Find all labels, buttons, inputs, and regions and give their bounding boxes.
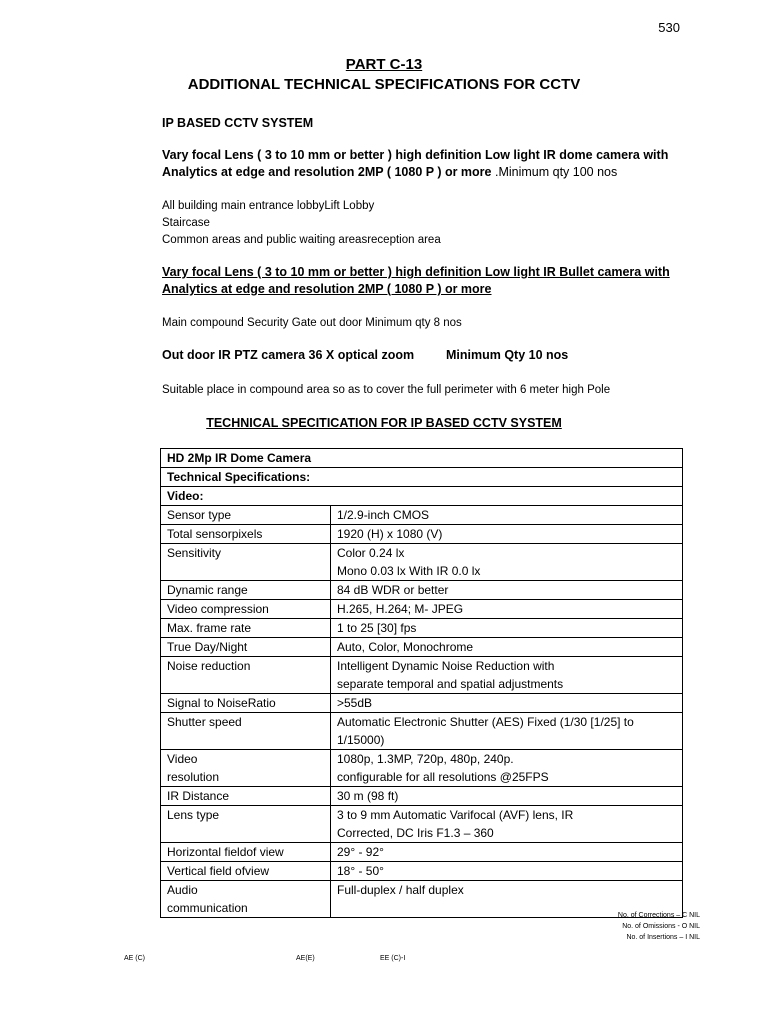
signature-ee-c: EE (C)-I bbox=[380, 955, 406, 962]
signature-ae-e: AE(E) bbox=[296, 955, 315, 962]
spec-value: H.265, H.264; M- JPEG bbox=[331, 600, 683, 619]
table-row bbox=[161, 619, 683, 638]
spec-parameter: IR Distance bbox=[161, 787, 331, 806]
table-row bbox=[161, 657, 683, 694]
spec-parameter: Max. frame rate bbox=[161, 619, 331, 638]
table-row bbox=[161, 525, 683, 544]
signature-ae-c: AE (C) bbox=[124, 955, 145, 962]
table-header: Technical Specifications: bbox=[161, 468, 683, 487]
spec-value: Automatic Electronic Shutter (AES) Fixed (1/30 [1/25] to 1/15000) bbox=[331, 713, 683, 750]
dome-camera-qty: .Minimum qty 100 nos bbox=[491, 165, 618, 179]
spec-parameter: Shutter speed bbox=[161, 713, 331, 750]
spec-value: 18° - 50° bbox=[331, 862, 683, 881]
spec-parameter: True Day/Night bbox=[161, 638, 331, 657]
corrections-note: No. of Corrections – C NIL bbox=[617, 912, 700, 919]
table-title: TECHNICAL SPECITICATION FOR IP BASED CCTV SYSTEM bbox=[206, 416, 562, 430]
dome-camera-line2 bbox=[162, 164, 668, 181]
table-header-row bbox=[161, 487, 683, 506]
insertions-note: No. of Insertions – I NIL bbox=[626, 934, 700, 941]
table-row bbox=[161, 750, 683, 787]
spec-parameter: Signal to NoiseRatio bbox=[161, 694, 331, 713]
spec-value: 30 m (98 ft) bbox=[331, 787, 683, 806]
table-row bbox=[161, 694, 683, 713]
spec-parameter: Video compression bbox=[161, 600, 331, 619]
table-row bbox=[161, 506, 683, 525]
footer-notes bbox=[618, 910, 700, 943]
spec-parameter: Horizontal fieldof view bbox=[161, 843, 331, 862]
spec-value: 1920 (H) x 1080 (V) bbox=[331, 525, 683, 544]
table-header: HD 2Mp IR Dome Camera bbox=[161, 449, 683, 468]
spec-value: Full-duplex / half duplex bbox=[331, 881, 683, 918]
spec-value: 29° - 92° bbox=[331, 843, 683, 862]
page-number: 530 bbox=[658, 20, 680, 35]
dome-camera-locations bbox=[162, 198, 441, 249]
bullet-camera-description bbox=[162, 264, 670, 298]
spec-value: 1/2.9-inch CMOS bbox=[331, 506, 683, 525]
spec-parameter: Noise reduction bbox=[161, 657, 331, 694]
spec-parameter: Audio communication bbox=[161, 881, 331, 918]
spec-value: 84 dB WDR or better bbox=[331, 581, 683, 600]
spec-parameter: Dynamic range bbox=[161, 581, 331, 600]
location-item: Staircase bbox=[162, 217, 210, 229]
document-title: ADDITIONAL TECHNICAL SPECIFICATIONS FOR CCTV bbox=[187, 76, 581, 93]
table-row bbox=[161, 713, 683, 750]
section-heading: IP BASED CCTV SYSTEM bbox=[162, 116, 314, 130]
dome-camera-spec: Analytics at edge and resolution 2MP ( 1080 P ) or more bbox=[162, 165, 492, 179]
table-row bbox=[161, 881, 683, 918]
bullet-camera-line1: Vary focal Lens ( 3 to 10 mm or better ) high definition Low light IR Bullet camera with bbox=[162, 265, 670, 279]
spec-value: Color 0.24 lx Mono 0.03 lx With IR 0.0 lx bbox=[331, 544, 683, 581]
part-title: PART C-13 bbox=[345, 56, 423, 73]
table-row bbox=[161, 600, 683, 619]
spec-parameter: Lens type bbox=[161, 806, 331, 843]
location-item: All building main entrance lobbyLift Lobby bbox=[162, 200, 375, 212]
table-row bbox=[161, 638, 683, 657]
table-row bbox=[161, 581, 683, 600]
table-row bbox=[161, 787, 683, 806]
ptz-camera-name: Out door IR PTZ camera 36 X optical zoom bbox=[162, 348, 415, 362]
table-header: Video: bbox=[161, 487, 683, 506]
spec-table bbox=[160, 448, 683, 918]
table-row bbox=[161, 806, 683, 843]
ptz-camera-location: Suitable place in compound area so as to cover the full perimeter with 6 meter high Pole bbox=[162, 384, 611, 396]
spec-value: >55dB bbox=[331, 694, 683, 713]
spec-parameter: Sensitivity bbox=[161, 544, 331, 581]
table-header-row bbox=[161, 449, 683, 468]
location-item: Common areas and public waiting areasreception area bbox=[162, 234, 441, 246]
bullet-camera-line2: Analytics at edge and resolution 2MP ( 1080 P ) or more bbox=[162, 282, 492, 296]
table-row bbox=[161, 843, 683, 862]
spec-value: 3 to 9 mm Automatic Varifocal (AVF) lens, IR Corrected, DC Iris F1.3 – 360 bbox=[331, 806, 683, 843]
dome-camera-description bbox=[162, 147, 668, 181]
bullet-camera-location: Main compound Security Gate out door Minimum qty 8 nos bbox=[162, 317, 462, 329]
table-row bbox=[161, 544, 683, 581]
spec-value: 1 to 25 [30] fps bbox=[331, 619, 683, 638]
spec-parameter: Vertical field ofview bbox=[161, 862, 331, 881]
spec-value: Auto, Color, Monochrome bbox=[331, 638, 683, 657]
table-row bbox=[161, 862, 683, 881]
table-header-row bbox=[161, 468, 683, 487]
ptz-camera-qty: Minimum Qty 10 nos bbox=[446, 348, 569, 362]
dome-camera-line1: Vary focal Lens ( 3 to 10 mm or better ) high definition Low light IR dome camera with bbox=[162, 148, 669, 162]
spec-parameter: Total sensorpixels bbox=[161, 525, 331, 544]
omissions-note: No. of Omissions - O NIL bbox=[622, 923, 700, 930]
spec-parameter: Video resolution bbox=[161, 750, 331, 787]
spec-value: 1080p, 1.3MP, 720p, 480p, 240p. configurable for all resolutions @25FPS bbox=[331, 750, 683, 787]
spec-parameter: Sensor type bbox=[161, 506, 331, 525]
spec-value: Intelligent Dynamic Noise Reduction with separate temporal and spatial adjustments bbox=[331, 657, 683, 694]
